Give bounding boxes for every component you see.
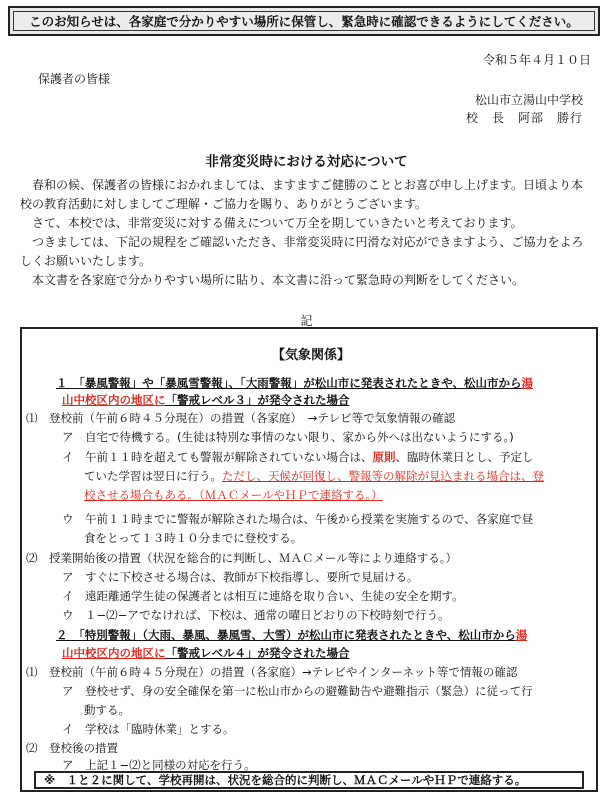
section1-heading-red-a: 湯	[521, 376, 534, 390]
paragraph-preparation: さて、本校では、非常変災に対する備えについて万全を期していきたいと考えております。	[20, 216, 523, 230]
section2-line5: ⑵ 登校後の措置	[26, 741, 118, 755]
section2-line1: ⑴ 登校前（午前６時４５分現在）の措置（各家庭）→テレビやインターネット等で情報の確認	[26, 665, 518, 679]
section1-line2: ア 自宅で待機する。(生徒は特別な事情のない限り、家から外へは出ないようにする。)	[62, 430, 514, 444]
section1-line10: イ 遠距離通学生徒の保護者とは相互に連絡を取り合い、生徒の安全を期す。	[62, 589, 464, 603]
section2-line2: ア 登校せず、身の安全確保を第一に松山市からの避難勧告や避難指示（緊急）に従って行	[62, 684, 533, 698]
section1-line3	[62, 449, 534, 466]
section1-line7: 食をとって１３時１０分までに登校する。	[84, 531, 303, 545]
school-name: 松山市立湯山中学校	[474, 93, 583, 107]
section1-heading-line2	[62, 392, 350, 409]
paragraph-instruction: 本文書を各家庭で分かりやすい場所に貼り、本文書に沿って緊急時の判断をしてください。	[20, 273, 525, 287]
section1-heading-line1	[56, 375, 533, 392]
section2-heading-red-b: 山中校区内の地区に	[62, 646, 166, 660]
section2-heading-line2	[62, 645, 350, 662]
principal-name: 校 長 阿部 勝行	[465, 111, 583, 125]
section1-line5: 校させる場合もある。（ＭＡＣメールやＨＰで連絡する。）	[84, 488, 383, 502]
section1-line3-a: イ 午前１１時を超えても警報が解除されていない場合は、	[62, 450, 373, 464]
section1-line4-red: ただし、天候が回復し、警報等の解除が見込まれる場合は、登	[222, 469, 544, 483]
section1-line8: ⑵ 授業開始後の措置（状況を総合的に判断し、ＭＡＣメール等により連絡する。）	[26, 551, 458, 565]
section2-heading-line1	[56, 627, 527, 644]
section1-line1: ⑴ 登校前（午前６時４５分現在）の措置（各家庭） →テレビ等で気象情報の確認	[26, 411, 456, 425]
weather-rules-box	[20, 327, 598, 792]
notice-banner	[8, 6, 600, 36]
recipient: 保護者の皆様	[38, 72, 111, 86]
section2-line3: 動する。	[84, 703, 130, 717]
section2-line6: ア 上記１−⑵と同様の対応を行う。	[62, 758, 256, 772]
paragraph-greeting: 春和の候、保護者の皆様におかれましては、ますますご健勝のこととお喜び申し上げます。日頃より本校の教育活動に対しましてご理解・ご協力を賜り、ありがとうございます。	[20, 178, 584, 211]
section1-line4-a: ていた学習は翌日に行う。	[84, 469, 222, 483]
section2-heading-red-a: 湯	[515, 628, 528, 642]
section1-line6: ウ 午前１１時までに警報が解除された場合は、午後から授業を実施するので、各家庭で昼	[62, 512, 534, 526]
section2-line4: イ 学校は「臨時休業」とする。	[62, 722, 235, 736]
section2-heading-b: 「警戒レベル４」が発令された場合	[165, 646, 350, 660]
section1-line4	[84, 468, 544, 485]
section1-line3-principle: 原則	[372, 450, 396, 464]
issue-date: 令和５年４月１０日	[482, 53, 591, 67]
document-title: 非常変災時における対応について	[205, 154, 408, 170]
section1-heading-red-b: 山中校区内の地区に	[62, 393, 166, 407]
notice-banner-text: このお知らせは、各家庭で分かりやすい場所に保管し、緊急時に確認できるようにしてください。	[13, 11, 595, 31]
section1-heading-b: 「警戒レベル３」が発令された場合	[165, 393, 350, 407]
section1-line11: ウ １−⑵−アでなければ、下校は、通常の曜日どおりの下校時刻で行う。	[62, 608, 450, 622]
section1-heading-a: １ 「暴風警報」や「暴風雪警報」、「大雨警報」が松山市に発表されたときや、松山市から	[56, 376, 522, 390]
paragraph-request: つきましては、下記の規程をご確認いただき、非常変災時に円滑な対応ができますよう、ご協力をよろしくお願いいたします。	[20, 235, 584, 268]
section1-line9: ア すぐに下校させる場合は、教師が下校指導し、要所で見届ける。	[62, 570, 419, 584]
section1-line3-c: 、臨時休業日とし、予定し	[395, 450, 534, 464]
footer-note: ※ １と２に関して、学校再開は、状況を総合的に判断し、ＭＡＣメールやＨＰで連絡する。	[34, 771, 584, 789]
ki-marker: 記	[300, 314, 313, 328]
section2-heading-a: ２ 「特別警報」（大雨、暴風、暴風雪、大雪）が松山市に発表されたときや、松山市から	[56, 628, 516, 642]
box-title: 【気象関係】	[271, 348, 350, 363]
